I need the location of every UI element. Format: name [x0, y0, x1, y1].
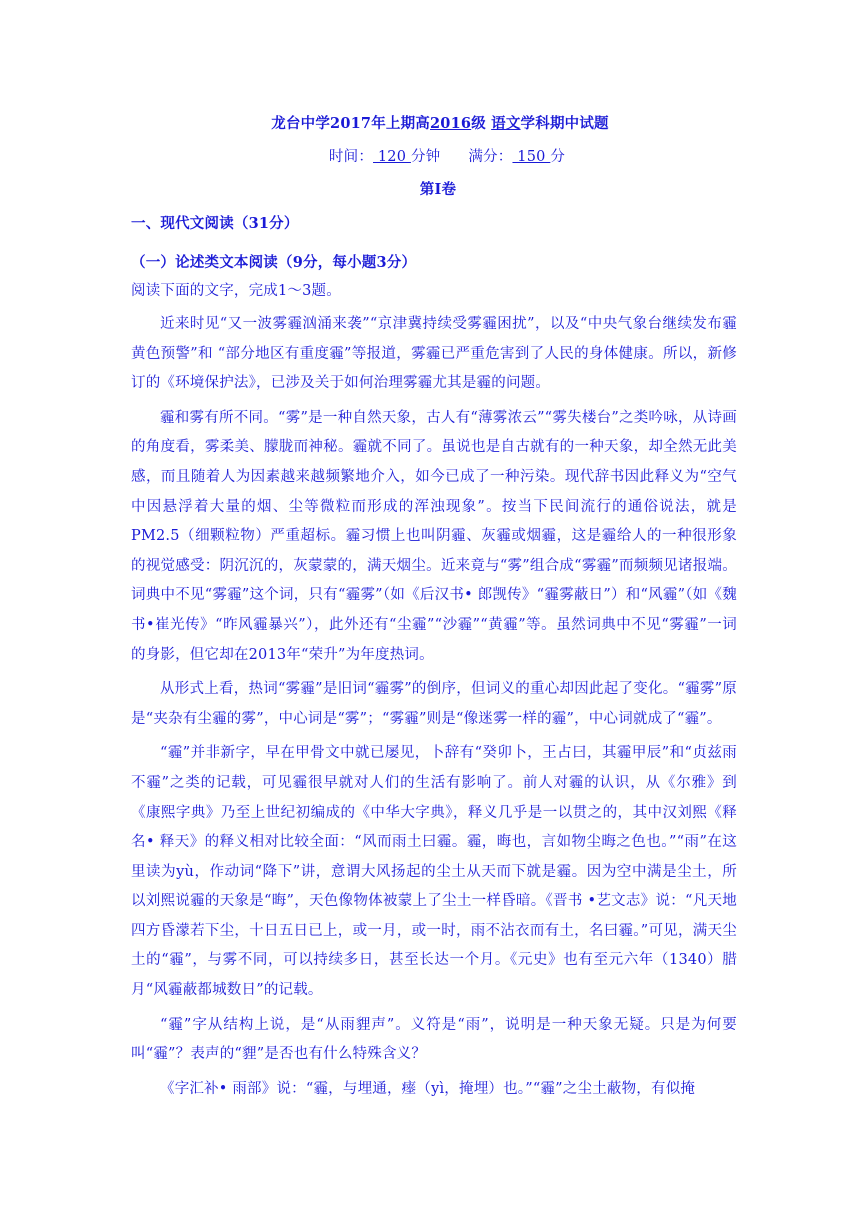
paragraph-1: 近来时见“又一波雾霾汹涌来袭”“京津冀持续受雾霾困扰”，以及“中央气象台继续发布霾黄色预警”和 “部分地区有重度霾”等报道，雾霾已严重危害到了人民的身体健康。所以，新修订的《环境保护法》，已涉及关于如何治理雾霾尤其是霾的问题。 — [131, 316, 737, 392]
title-grade: 2016 — [430, 115, 472, 132]
paragraph-6: 《字汇补• 雨部》说：“霾，与埋通，瘗（yì，掩埋）也。”“霾”之尘土蔽物，有似掩 — [160, 1080, 696, 1097]
volume-heading: 第Ⅰ卷 — [419, 181, 457, 198]
time-value: 120 — [373, 149, 411, 165]
paragraph-2: 霾和雾有所不同。“雾”是一种自然天象，古人有“薄雾浓云”“雾失楼台”之类吟咏，从诗画的角度看，雾柔美、朦胧而神秘。霾就不同了。虽说也是自古就有的一种天象，却全然无此美感，而且随着人为因素越来越频繁地介入，如今已成了一种污染。现代辞书因此释义为“空气中因悬浮着大量的烟、尘等微粒而形成的浑浊现象”。按当下民间流行的通俗说法，就是PM2.5（细颗粒物）严重超标。霾习惯上也叫阴霾、灰霾或烟霾，这是霾给人的一种很形象的视觉感受：阴沉沉的，灰蒙蒙的，满天烟尘。近来竟与“雾”组合成“雾霾”而频频见诸报端。词典中不见“雾霾”这个词，只有“霾雾”（如《后汉书• 郎觊传》“霾雾蔽日”）和“风霾”（如《魏书•崔光传》“昨风霾暴兴”），此外还有“尘霾”“沙霾”“黄霾”等。虽然词典中不见“雾霾”一词的身影，但它却在2013年“荣升”为年度热词。 — [131, 409, 737, 663]
paragraph-3: 从形式上看，热词“雾霾”是旧词“霾雾”的倒序，但词义的重心却因此起了变化。“霾雾”原是“夹杂有尘霾的雾”，中心词是“雾”；“雾霾”则是“像迷雾一样的霾”，中心词就成了“霾”。 — [131, 681, 737, 727]
title-part-b: 级 — [471, 115, 492, 132]
section-heading: 一、现代文阅读（31分） — [131, 215, 299, 232]
paragraph-5: “霾”字从结构上说，是“从雨貍声”。义符是“雨”，说明是一种天象无疑。只是为何要叫“霾”？表声的“貍”是否也有什么特殊含义？ — [131, 1016, 737, 1063]
score-label: 满分： — [468, 149, 513, 165]
title-part-c: 学科期中试题 — [520, 115, 609, 132]
title-subject: 语文 — [491, 115, 521, 132]
reading-instruction: 阅读下面的文字，完成1～3题。 — [131, 283, 341, 299]
score-unit: 分 — [550, 149, 566, 165]
title-part-a: 龙台中学2017年上期高 — [271, 115, 431, 132]
time-unit: 分钟 — [410, 149, 441, 165]
exam-meta — [157, 141, 737, 173]
subsection-heading: （一）论述类文本阅读（9分，每小题3分） — [131, 254, 417, 271]
document-body — [131, 107, 737, 1104]
score-value: 150 — [512, 149, 551, 165]
exam-title — [143, 107, 737, 141]
paragraph-4: “霾”并非新字，早在甲骨文中就已屡见，卜辞有“癸卯卜，王占曰，其霾甲辰”和“贞兹雨不霾”之类的记载，可见霾很早就对人们的生活有影响了。前人对霾的认识，从《尔雅》到《康熙字典》乃至上世纪初编成的《中华大字典》，释义几乎是一以贯之的，其中汉刘熙《释名• 释天》的释义相对比较全面：“风而雨土曰霾。霾，晦也，言如物尘晦之色也。”“雨”在这里读为yù，作动词“降下”讲，意谓大风扬起的尘土从天而下就是霾。因为空中满是尘土，所以刘熙说霾的天象是“晦”，天色像物体被蒙上了尘土一样昏暗。《晋书 •艺文志》说：“凡天地四方昏濛若下尘，十日五日已上，或一月，或一时，雨不沾衣而有土，名曰霾。”可见，满天尘土的“霾”，与雾不同，可以持续多日，甚至长达一个月。《元史》也有至元六年（1340）腊月“风霾蔽都城数日”的记载。 — [131, 745, 737, 999]
time-label: 时间： — [328, 149, 374, 165]
